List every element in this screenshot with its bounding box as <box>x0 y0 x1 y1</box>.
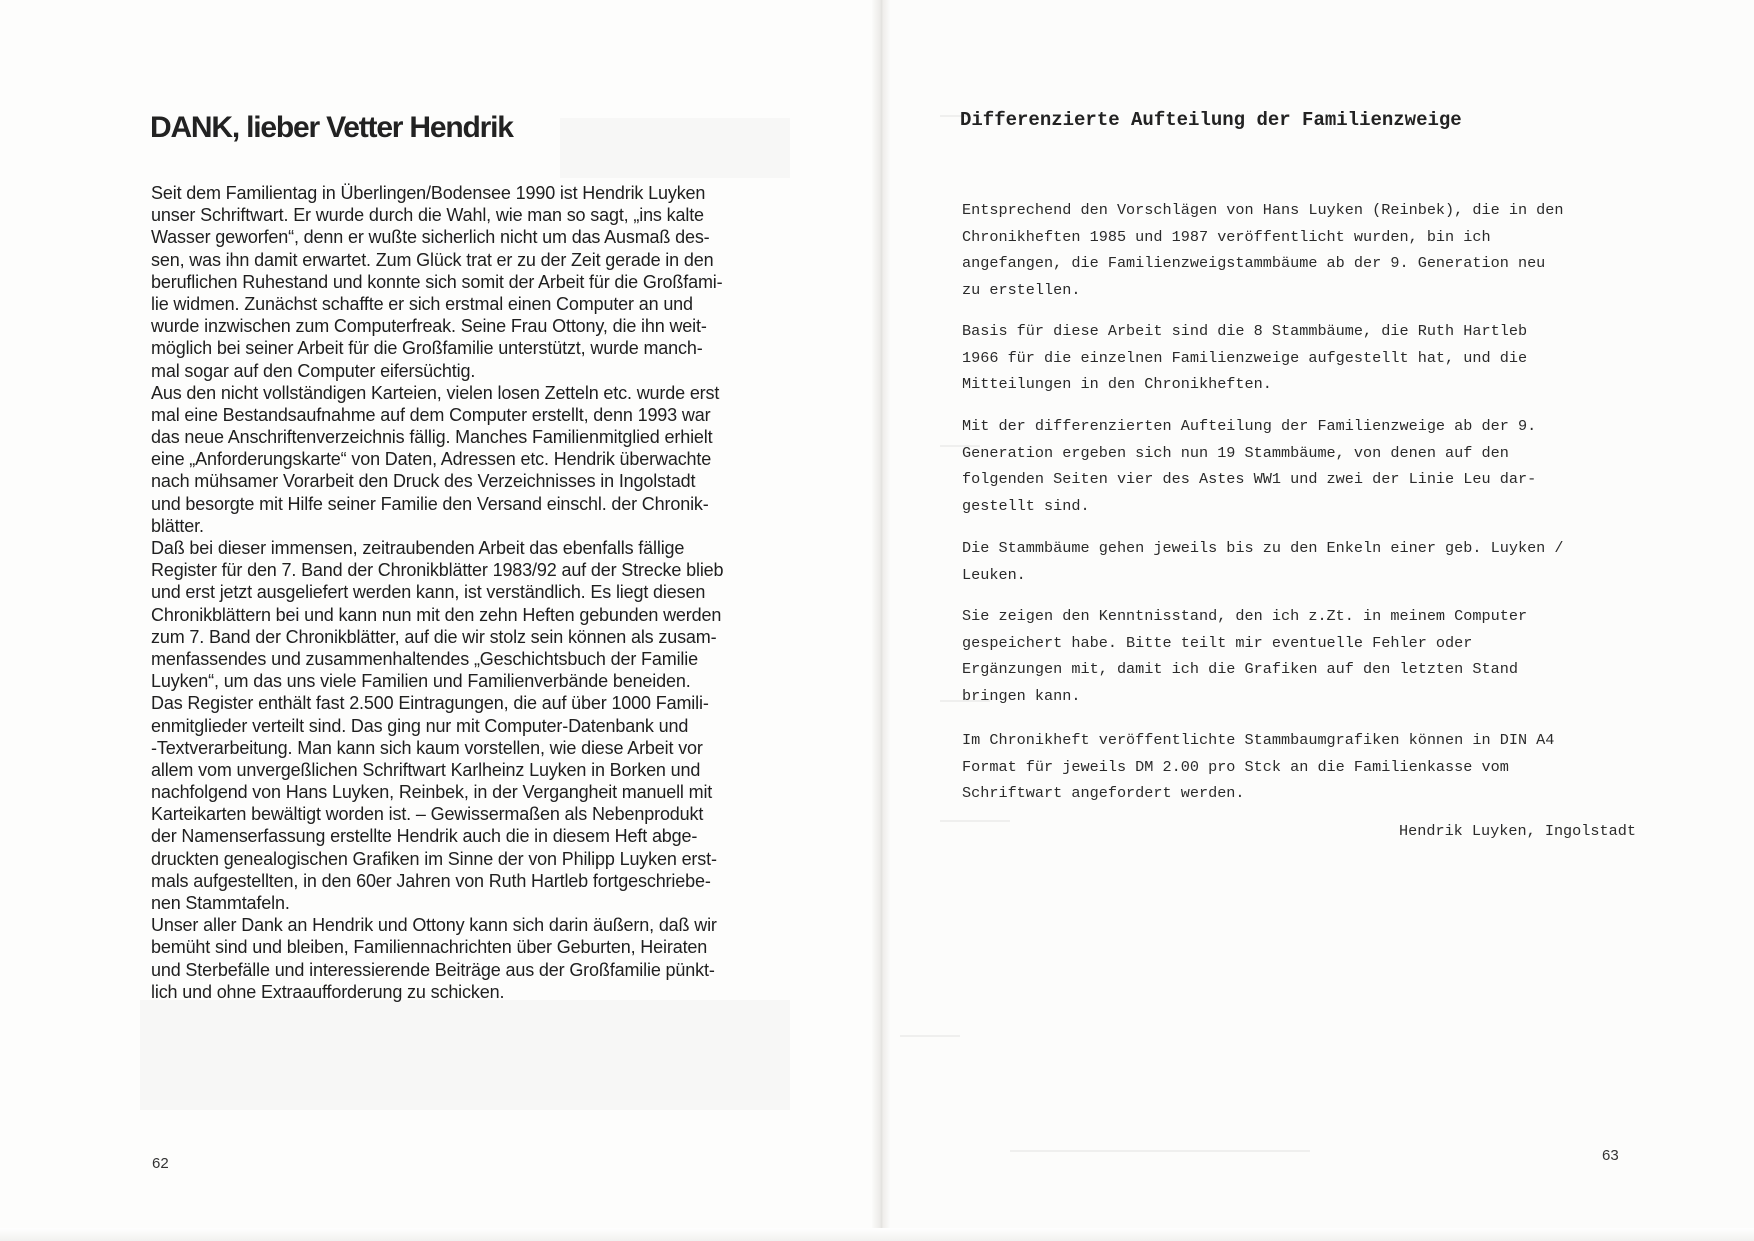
signature: Hendrik Luyken, Ingolstadt <box>1399 822 1636 840</box>
body-line: Luyken“, um das uns viele Familien und Familienverbände beneiden. <box>151 671 691 692</box>
body-line: Karteikarten bewältigt worden ist. – Gewissermaßen als Nebenprodukt <box>151 804 704 825</box>
body-line: beruflichen Ruhestand und konnte sich somit der Arbeit für die Großfami- <box>151 271 723 292</box>
body-line: mals aufgestellten, in den 60er Jahren von Ruth Hartleb fortgeschriebe- <box>151 870 711 891</box>
paragraph-line: Schriftwart angefordert werden. <box>962 784 1245 802</box>
paragraph-line: Mit der differenzierten Aufteilung der Familienzweige ab der 9. <box>962 417 1537 435</box>
body-line: Register für den 7. Band der Chronikblätter 1983/92 auf der Strecke blieb <box>151 560 724 581</box>
article-body <box>151 182 796 1003</box>
paragraph-line: Entsprechend den Vorschlägen von Hans Luyken (Reinbek), die in den <box>962 201 1564 219</box>
body-line: Daß bei dieser immensen, zeitraubenden Arbeit das ebenfalls fällige <box>151 538 685 558</box>
paragraph <box>962 318 1682 398</box>
body-line: lie widmen. Zunächst schaffte er sich erstmal einen Computer an und <box>151 293 693 314</box>
body-line: nachfolgend von Hans Luyken, Reinbek, in der Vergangheit manuell mit <box>151 782 713 803</box>
paragraph-line: gespeichert habe. Bitte teilt mir eventuelle Fehler oder <box>962 633 1473 652</box>
body-line: nen Stammtafeln. <box>151 893 290 913</box>
page-edge <box>0 1228 1754 1241</box>
paragraph-line: Format für jeweils DM 2.00 pro Stck an die Familienkasse vom <box>962 757 1509 776</box>
paragraph <box>962 413 1682 519</box>
show-through-block <box>560 118 790 178</box>
body-line: wurde inzwischen zum Computerfreak. Seine Frau Ottony, die ihn weit- <box>151 316 707 337</box>
paragraph-line: zu erstellen. <box>962 280 1081 299</box>
body-line: eine „Anforderungskarte“ von Daten, Adressen etc. Hendrik überwachte <box>151 449 712 470</box>
page-number: 62 <box>152 1155 169 1172</box>
body-line: blätter. <box>151 515 204 536</box>
page-number: 63 <box>1602 1147 1619 1164</box>
paragraph-line: 1966 für die einzelnen Familienzweige aufgestellt hat, und die <box>962 348 1528 367</box>
paragraph-line: Chronikheften 1985 und 1987 veröffentlicht wurden, bin ich <box>962 227 1491 246</box>
body-line: druckten genealogischen Grafiken im Sinne der von Philipp Luyken erst- <box>151 848 717 869</box>
body-line: bemüht sind und bleiben, Familiennachrichten über Geburten, Heiraten <box>151 937 708 958</box>
body-line: menfassendes und zusammenhaltendes „Geschichtsbuch der Familie <box>151 648 698 669</box>
paragraph-line: bringen kann. <box>962 686 1081 705</box>
body-line: und Sterbefälle und interessierende Beiträge aus der Großfamilie pünkt- <box>151 959 715 980</box>
show-through-line <box>940 820 1010 822</box>
body-line: mal sogar auf den Computer eifersüchtig. <box>151 360 476 381</box>
page-title: Differenzierte Aufteilung der Familienzweige <box>960 109 1462 131</box>
show-through-block <box>140 1000 790 1110</box>
paragraph-line: Basis für diese Arbeit sind die 8 Stammbäume, die Ruth Hartleb <box>962 322 1528 340</box>
body-line: sen, was ihn damit erwartet. Zum Glück trat er zu der Zeit gerade in den <box>151 249 714 270</box>
body-line: zum 7. Band der Chronikblätter, auf die wir stolz sein können als zusam- <box>151 626 717 647</box>
body-line: unser Schriftwart. Er wurde durch die Wahl, wie man so sagt, „ins kalte <box>151 205 704 226</box>
body-line: Aus den nicht vollständigen Karteien, vielen losen Zetteln etc. wurde erst <box>151 382 720 403</box>
paragraph-line: Generation ergeben sich nun 19 Stammbäume, von denen auf den <box>962 443 1509 462</box>
paragraph <box>962 727 1682 807</box>
paragraph <box>962 603 1682 709</box>
show-through-line <box>1010 1150 1310 1152</box>
body-line: und erst jetzt ausgeliefert werden kann, ist verständlich. Es liegt diesen <box>151 582 706 603</box>
body-line: enmitglieder verteilt sind. Das ging nur mit Computer-Datenbank und <box>151 715 689 736</box>
body-line: lich und ohne Extraaufforderung zu schicken. <box>151 981 505 1002</box>
body-line: Unser aller Dank an Hendrik und Ottony kann sich darin äußern, daß wir <box>151 915 717 936</box>
body-line: der Namenserfassung erstellte Hendrik auch die in diesem Heft abge- <box>151 826 698 847</box>
paragraph-line: Ergänzungen mit, damit ich die Grafiken auf den letzten Stand <box>962 660 1518 678</box>
paragraph-line: folgenden Seiten vier des Astes WW1 und zwei der Linie Leu dar- <box>962 470 1537 488</box>
paragraph <box>962 535 1682 588</box>
paragraph <box>962 197 1682 303</box>
paragraph-line: gestellt sind. <box>962 496 1090 515</box>
paragraph-line: Die Stammbäume gehen jeweils bis zu den Enkeln einer geb. Luyken / <box>962 539 1564 557</box>
body-line: mal eine Bestandsaufnahme auf dem Computer erstellt, denn 1993 war <box>151 404 711 425</box>
paragraph-line: Im Chronikheft veröffentlichte Stammbaumgrafiken können in DIN A4 <box>962 731 1555 749</box>
body-line: möglich bei seiner Arbeit für die Großfamilie unterstützt, wurde manch- <box>151 338 703 359</box>
paragraph-line: Sie zeigen den Kenntnisstand, den ich z.Zt. in meinem Computer <box>962 607 1528 625</box>
body-line: Wasser geworfen“, denn er wußte sicherlich nicht um das Ausmaß des- <box>151 227 710 248</box>
body-line: Chronikblättern bei und kann nun mit den zehn Heften gebunden werden <box>151 604 722 625</box>
body-line: das neue Anschriftenverzeichnis fällig. Manches Familienmitglied erhielt <box>151 427 713 448</box>
body-line: und besorgte mit Hilfe seiner Familie den Versand einschl. der Chronik- <box>151 493 709 514</box>
paragraph-line: angefangen, die Familienzweigstammbäume ab der 9. Generation neu <box>962 254 1546 272</box>
body-line: Seit dem Familientag in Überlingen/Bodensee 1990 ist Hendrik Luyken <box>151 183 706 203</box>
body-line: nach mühsamer Vorarbeit den Druck des Verzeichnisses in Ingolstadt <box>151 471 696 492</box>
body-line: Das Register enthält fast 2.500 Eintragungen, die auf über 1000 Famili- <box>151 693 709 714</box>
show-through-line <box>900 1035 960 1037</box>
paragraph-line: Mitteilungen in den Chronikheften. <box>962 375 1272 393</box>
page-title: DANK, lieber Vetter Hendrik <box>150 111 513 144</box>
paragraph-line: Leuken. <box>962 565 1026 584</box>
body-line: -Textverarbeitung. Man kann sich kaum vorstellen, wie diese Arbeit vor <box>151 737 703 758</box>
book-gutter <box>872 0 890 1241</box>
body-line: allem vom unvergeßlichen Schriftwart Karlheinz Luyken in Borken und <box>151 759 701 780</box>
